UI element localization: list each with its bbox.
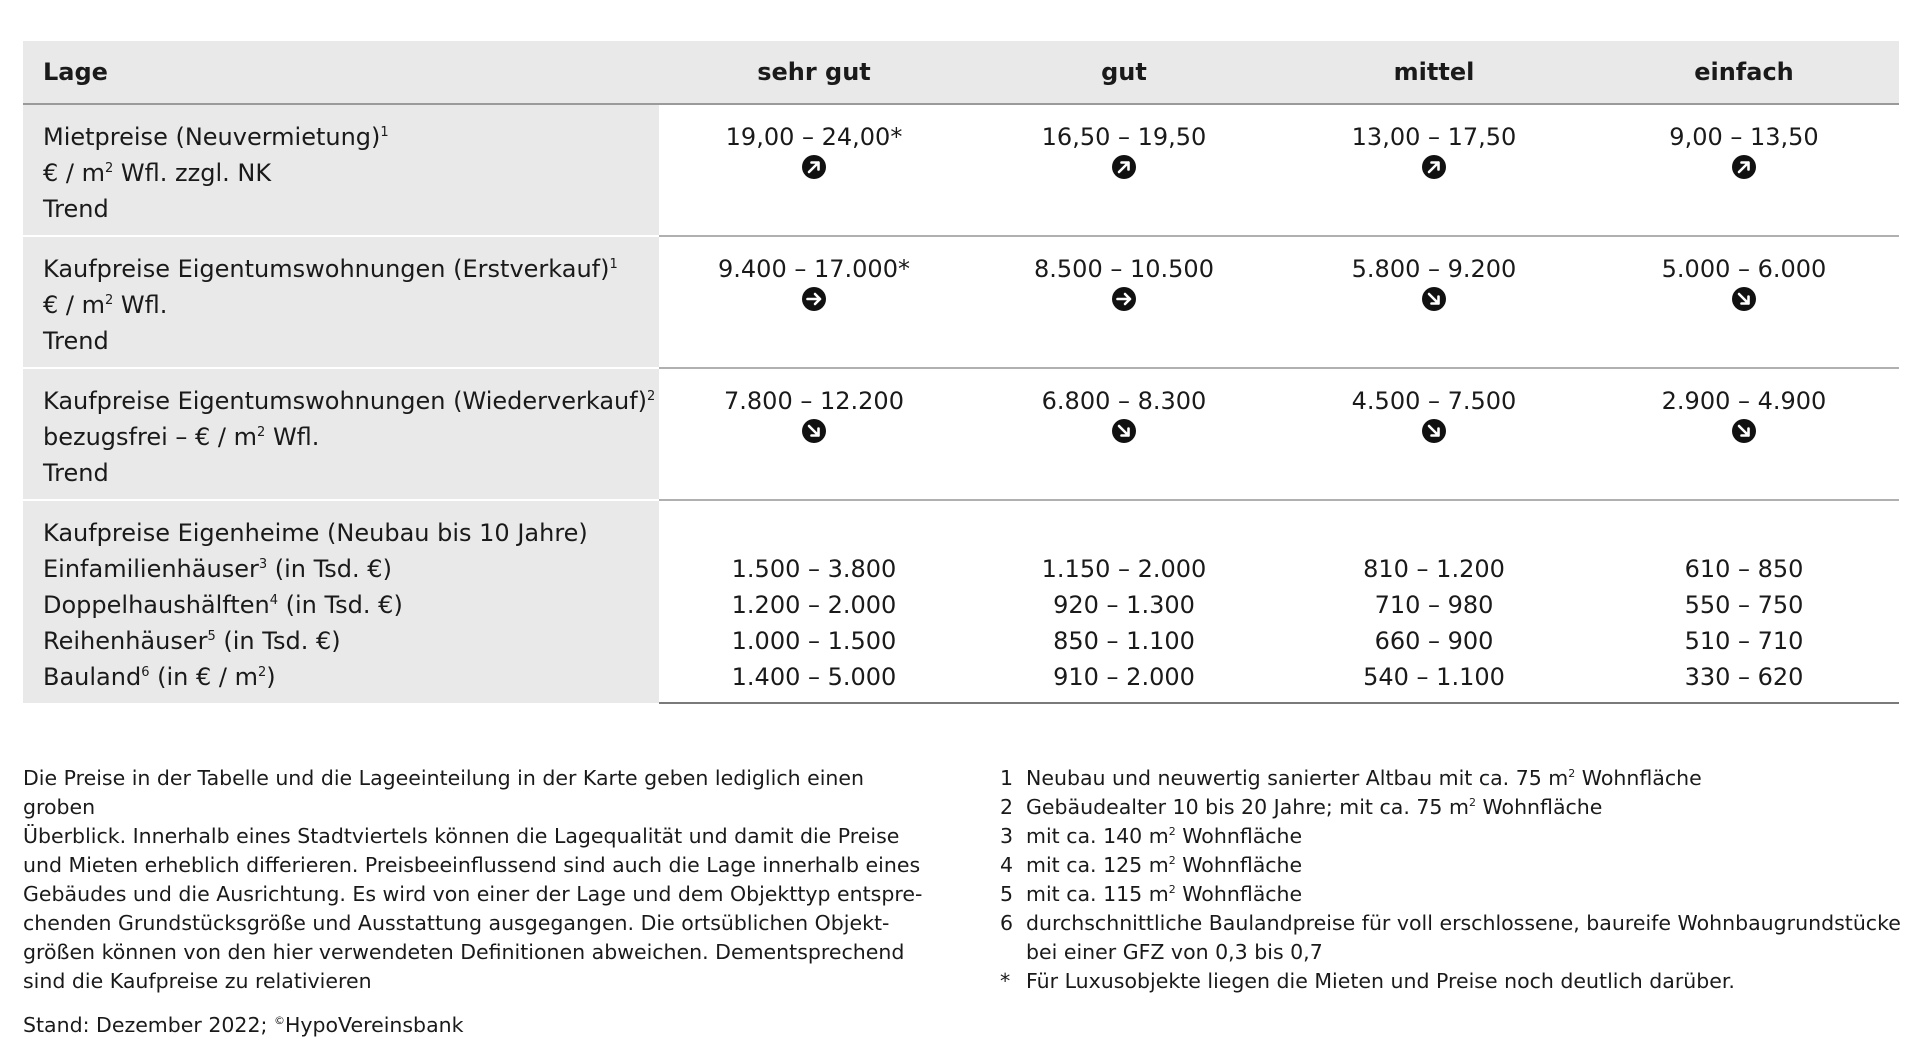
house-value-list bbox=[659, 501, 969, 695]
group-title bbox=[43, 383, 659, 419]
group-trend-label: Trend bbox=[43, 459, 109, 487]
footnote-item bbox=[1000, 793, 1900, 822]
house-row-label bbox=[43, 551, 659, 587]
house-type-footnote: 6 bbox=[141, 665, 150, 680]
copyright-sign: © bbox=[273, 1014, 285, 1027]
group-unit bbox=[43, 419, 659, 455]
value-cell-inner bbox=[1279, 237, 1589, 311]
footnote-text: Gebäudealter 10 bis 20 Jahre; mit ca. 75 m bbox=[1026, 795, 1469, 819]
header-lage: Lage bbox=[23, 41, 659, 104]
house-type-footnote: 4 bbox=[269, 593, 278, 608]
value-cell-inner bbox=[1589, 105, 1899, 179]
footnote-number: 3 bbox=[1000, 824, 1014, 848]
house-price-range: 660 – 900 bbox=[1374, 627, 1494, 655]
price-range: 6.800 – 8.300 bbox=[1041, 387, 1207, 415]
house-row-label bbox=[43, 587, 659, 623]
trend-up-icon bbox=[1422, 155, 1446, 179]
house-type-footnote: 5 bbox=[207, 629, 216, 644]
house-price-range: 1.200 – 2.000 bbox=[731, 591, 897, 619]
house-unit-end: ) bbox=[266, 663, 276, 691]
footnote-number: 5 bbox=[1000, 882, 1014, 906]
footnote-item bbox=[1000, 764, 1900, 793]
group-title-text: Kaufpreise Eigentumswohnungen (Wiederverkauf) bbox=[43, 387, 648, 415]
note-line: Die Preise in der Tabelle und die Lageeinteilung in der Karte geben lediglich einen groben bbox=[23, 766, 865, 819]
value-cell bbox=[659, 104, 969, 236]
value-cell-inner bbox=[1279, 105, 1589, 179]
footnote-sup: 2 bbox=[1568, 767, 1576, 780]
note-line: größen können von den hier verwendeten Definitionen abweichen. Dementsprechend bbox=[23, 940, 905, 964]
group-label-cell bbox=[23, 104, 659, 236]
group-trend-label: Trend bbox=[43, 195, 109, 223]
house-type-footnote: 3 bbox=[258, 557, 268, 572]
group-unit-text: bezugsfrei – € / m bbox=[43, 423, 258, 451]
footnote-item bbox=[1000, 822, 1900, 851]
group-title-text: Mietpreise (Neuvermietung) bbox=[43, 123, 381, 151]
value-cell bbox=[969, 368, 1279, 500]
footnote-text-wrap bbox=[1026, 851, 1302, 880]
price-range: 5.000 – 6.000 bbox=[1661, 255, 1827, 283]
house-price-range: 540 – 1.100 bbox=[1363, 663, 1505, 691]
house-value-list bbox=[969, 501, 1279, 695]
source-prefix: Stand: Dezember 2022; bbox=[23, 1013, 274, 1037]
price-range: 13,00 – 17,50 bbox=[1351, 123, 1517, 151]
footnote-text-wrap bbox=[1026, 793, 1602, 822]
header-sehr-gut: sehr gut bbox=[659, 41, 969, 104]
header-row bbox=[23, 41, 1899, 104]
price-range: 19,00 – 24,00* bbox=[725, 123, 903, 151]
footnotes bbox=[1000, 764, 1900, 996]
group-label-cell bbox=[23, 236, 659, 368]
group-title bbox=[43, 119, 659, 155]
house-price-range: 550 – 750 bbox=[1684, 591, 1804, 619]
group-unit bbox=[43, 287, 659, 323]
footnote-text: durchschnittliche Baulandpreise für voll erschlossene, baureife Wohnbaugrundstücke bbox=[1026, 911, 1901, 935]
house-price-range: 850 – 1.100 bbox=[1053, 627, 1195, 655]
house-price-range: 510 – 710 bbox=[1684, 627, 1804, 655]
price-range: 16,50 – 19,50 bbox=[1041, 123, 1207, 151]
value-cell-inner bbox=[969, 237, 1279, 311]
price-range: 9.400 – 17.000* bbox=[718, 255, 910, 283]
trend-right-icon bbox=[1112, 287, 1136, 311]
trend-down-icon bbox=[802, 419, 826, 443]
price-range: 5.800 – 9.200 bbox=[1351, 255, 1517, 283]
group-title-footnote: 2 bbox=[647, 389, 656, 404]
note-line: und Mieten erheblich differieren. Preisbeeinflussend sind auch die Lage innerhalb eines bbox=[23, 853, 921, 877]
house-group-title: Kaufpreise Eigenheime (Neubau bis 10 Jahre) bbox=[43, 519, 588, 547]
footnote-item bbox=[1000, 851, 1900, 880]
house-value-cell bbox=[1279, 500, 1589, 703]
house-row-label bbox=[43, 623, 659, 659]
house-unit: (in Tsd. €) bbox=[277, 591, 403, 619]
header-einfach: einfach bbox=[1589, 41, 1899, 104]
price-group-row bbox=[23, 368, 1899, 500]
group-unit-sup: 2 bbox=[105, 161, 114, 176]
footnote-text-wrap bbox=[1026, 764, 1702, 793]
trend-down-icon bbox=[1732, 287, 1756, 311]
footnote-number: 6 bbox=[1000, 911, 1014, 935]
group-unit-sup: 2 bbox=[257, 425, 266, 440]
value-cell bbox=[969, 236, 1279, 368]
house-price-range: 1.150 – 2.000 bbox=[1041, 555, 1207, 583]
house-type: Bauland bbox=[43, 663, 142, 691]
house-price-range: 330 – 620 bbox=[1684, 663, 1804, 691]
footnote-rest: Wohnfläche bbox=[1575, 766, 1702, 790]
footnote-item bbox=[1000, 880, 1900, 909]
footnote-star-text: Für Luxusobjekte liegen die Mieten und Preise noch deutlich darüber. bbox=[1026, 969, 1735, 993]
price-range: 2.900 – 4.900 bbox=[1661, 387, 1827, 415]
footnote-star-symbol: * bbox=[1000, 969, 1011, 993]
value-cell bbox=[659, 368, 969, 500]
house-price-range: 1.400 – 5.000 bbox=[731, 663, 897, 691]
price-range: 8.500 – 10.500 bbox=[1034, 255, 1214, 283]
trend-down-icon bbox=[1422, 287, 1446, 311]
house-price-range: 610 – 850 bbox=[1684, 555, 1804, 583]
group-unit-text: € / m bbox=[43, 291, 105, 319]
note-line: chenden Grundstücksgröße und Ausstattung ausgegangen. Die ortsüblichen Objekt- bbox=[23, 911, 890, 935]
trend-up-icon bbox=[1112, 155, 1136, 179]
house-value-list bbox=[1589, 501, 1899, 695]
value-cell-inner bbox=[1589, 237, 1899, 311]
note-line: Überblick. Innerhalb eines Stadtviertels können die Lagequalität und damit die Preise bbox=[23, 824, 900, 848]
house-row-label bbox=[43, 659, 659, 695]
price-range: 7.800 – 12.200 bbox=[724, 387, 904, 415]
header-mittel: mittel bbox=[1279, 41, 1589, 104]
price-group-row bbox=[23, 104, 1899, 236]
footnote-rest: Wohnfläche bbox=[1475, 795, 1603, 819]
house-unit: (in Tsd. €) bbox=[267, 555, 392, 583]
trend-right-icon bbox=[802, 287, 826, 311]
footnote-text-wrap bbox=[1026, 880, 1302, 909]
house-type: Doppelhaushälften bbox=[43, 591, 270, 619]
value-cell-inner bbox=[969, 105, 1279, 179]
group-unit-text: € / m bbox=[43, 159, 105, 187]
price-range: 4.500 – 7.500 bbox=[1351, 387, 1517, 415]
footnote-text: Neubau und neuwertig sanierter Altbau mit ca. 75 m bbox=[1026, 766, 1569, 790]
group-unit-rest: Wfl. zzgl. NK bbox=[113, 159, 272, 187]
footnote-number: 4 bbox=[1000, 853, 1014, 877]
note-line: sind die Kaufpreise zu relativieren bbox=[23, 969, 372, 993]
trend-down-icon bbox=[1112, 419, 1136, 443]
group-title-footnote: 1 bbox=[380, 125, 389, 140]
group-title-text: Kaufpreise Eigentumswohnungen (Erstverkauf) bbox=[43, 255, 610, 283]
house-value-cell bbox=[969, 500, 1279, 703]
footnote-star bbox=[1000, 967, 1900, 996]
group-title bbox=[43, 251, 659, 287]
header-gut: gut bbox=[969, 41, 1279, 104]
house-value-list bbox=[1279, 501, 1589, 695]
trend-up-icon bbox=[802, 155, 826, 179]
house-price-range: 710 – 980 bbox=[1374, 591, 1494, 619]
house-price-range: 910 – 2.000 bbox=[1053, 663, 1195, 691]
house-price-range: 1.000 – 1.500 bbox=[731, 627, 897, 655]
value-cell bbox=[1589, 368, 1899, 500]
explanatory-note bbox=[23, 764, 933, 996]
house-type: Einfamilienhäuser bbox=[43, 555, 259, 583]
value-cell-inner bbox=[969, 369, 1279, 443]
footnote-number: 2 bbox=[1000, 795, 1014, 819]
footnote-sup: 2 bbox=[1168, 854, 1176, 867]
value-cell bbox=[1279, 104, 1589, 236]
footnote-text: mit ca. 125 m bbox=[1026, 853, 1169, 877]
value-cell-inner bbox=[659, 105, 969, 179]
group-unit-sup: 2 bbox=[105, 293, 114, 308]
footnote-text-wrap bbox=[1026, 822, 1302, 851]
group-unit bbox=[43, 155, 659, 191]
group-unit-rest: Wfl. bbox=[265, 423, 320, 451]
price-table bbox=[23, 41, 1899, 704]
footnote-rest: Wohnfläche bbox=[1175, 882, 1303, 906]
house-value-cell bbox=[659, 500, 969, 703]
trend-down-icon bbox=[1732, 419, 1756, 443]
value-cell bbox=[1279, 368, 1589, 500]
price-range: 9,00 – 13,50 bbox=[1669, 123, 1819, 151]
note-line: Gebäudes und die Ausrichtung. Es wird von einer der Lage und dem Objekttyp entspre- bbox=[23, 882, 923, 906]
footnote-sup: 2 bbox=[1468, 796, 1476, 809]
price-group-row bbox=[23, 236, 1899, 368]
footnote-text: mit ca. 140 m bbox=[1026, 824, 1169, 848]
group-title-footnote: 1 bbox=[609, 257, 618, 272]
trend-down-icon bbox=[1422, 419, 1446, 443]
footnote-item bbox=[1000, 909, 1900, 938]
value-cell bbox=[1589, 104, 1899, 236]
footnote-text-wrap bbox=[1026, 909, 1901, 938]
group-unit-rest: Wfl. bbox=[113, 291, 168, 319]
value-cell-inner bbox=[1279, 369, 1589, 443]
value-cell-inner bbox=[659, 369, 969, 443]
value-cell bbox=[1589, 236, 1899, 368]
source-line bbox=[23, 1013, 464, 1037]
footnote-sup: 2 bbox=[1168, 883, 1176, 896]
house-type: Reihenhäuser bbox=[43, 627, 208, 655]
value-cell-inner bbox=[1589, 369, 1899, 443]
house-price-range: 810 – 1.200 bbox=[1363, 555, 1505, 583]
footnote-rest: Wohnfläche bbox=[1175, 853, 1303, 877]
house-unit: (in € / m bbox=[149, 663, 258, 691]
house-label-cell bbox=[23, 500, 659, 703]
house-group-row bbox=[23, 500, 1899, 703]
value-cell bbox=[969, 104, 1279, 236]
footnote-rest: Wohnfläche bbox=[1175, 824, 1303, 848]
footnote-sup: 2 bbox=[1168, 825, 1176, 838]
footnote-continuation: bei einer GFZ von 0,3 bis 0,7 bbox=[1026, 940, 1323, 964]
trend-up-icon bbox=[1732, 155, 1756, 179]
footnote-text: mit ca. 115 m bbox=[1026, 882, 1169, 906]
house-unit-sup: 2 bbox=[257, 665, 267, 680]
house-value-cell bbox=[1589, 500, 1899, 703]
house-price-range: 920 – 1.300 bbox=[1053, 591, 1195, 619]
group-label-cell bbox=[23, 368, 659, 500]
value-cell bbox=[659, 236, 969, 368]
source-name: HypoVereinsbank bbox=[284, 1013, 464, 1037]
value-cell-inner bbox=[659, 237, 969, 311]
value-cell bbox=[1279, 236, 1589, 368]
group-trend-label: Trend bbox=[43, 327, 109, 355]
footnote-number: 1 bbox=[1000, 766, 1014, 790]
house-price-range: 1.500 – 3.800 bbox=[731, 555, 897, 583]
house-unit: (in Tsd. €) bbox=[215, 627, 341, 655]
